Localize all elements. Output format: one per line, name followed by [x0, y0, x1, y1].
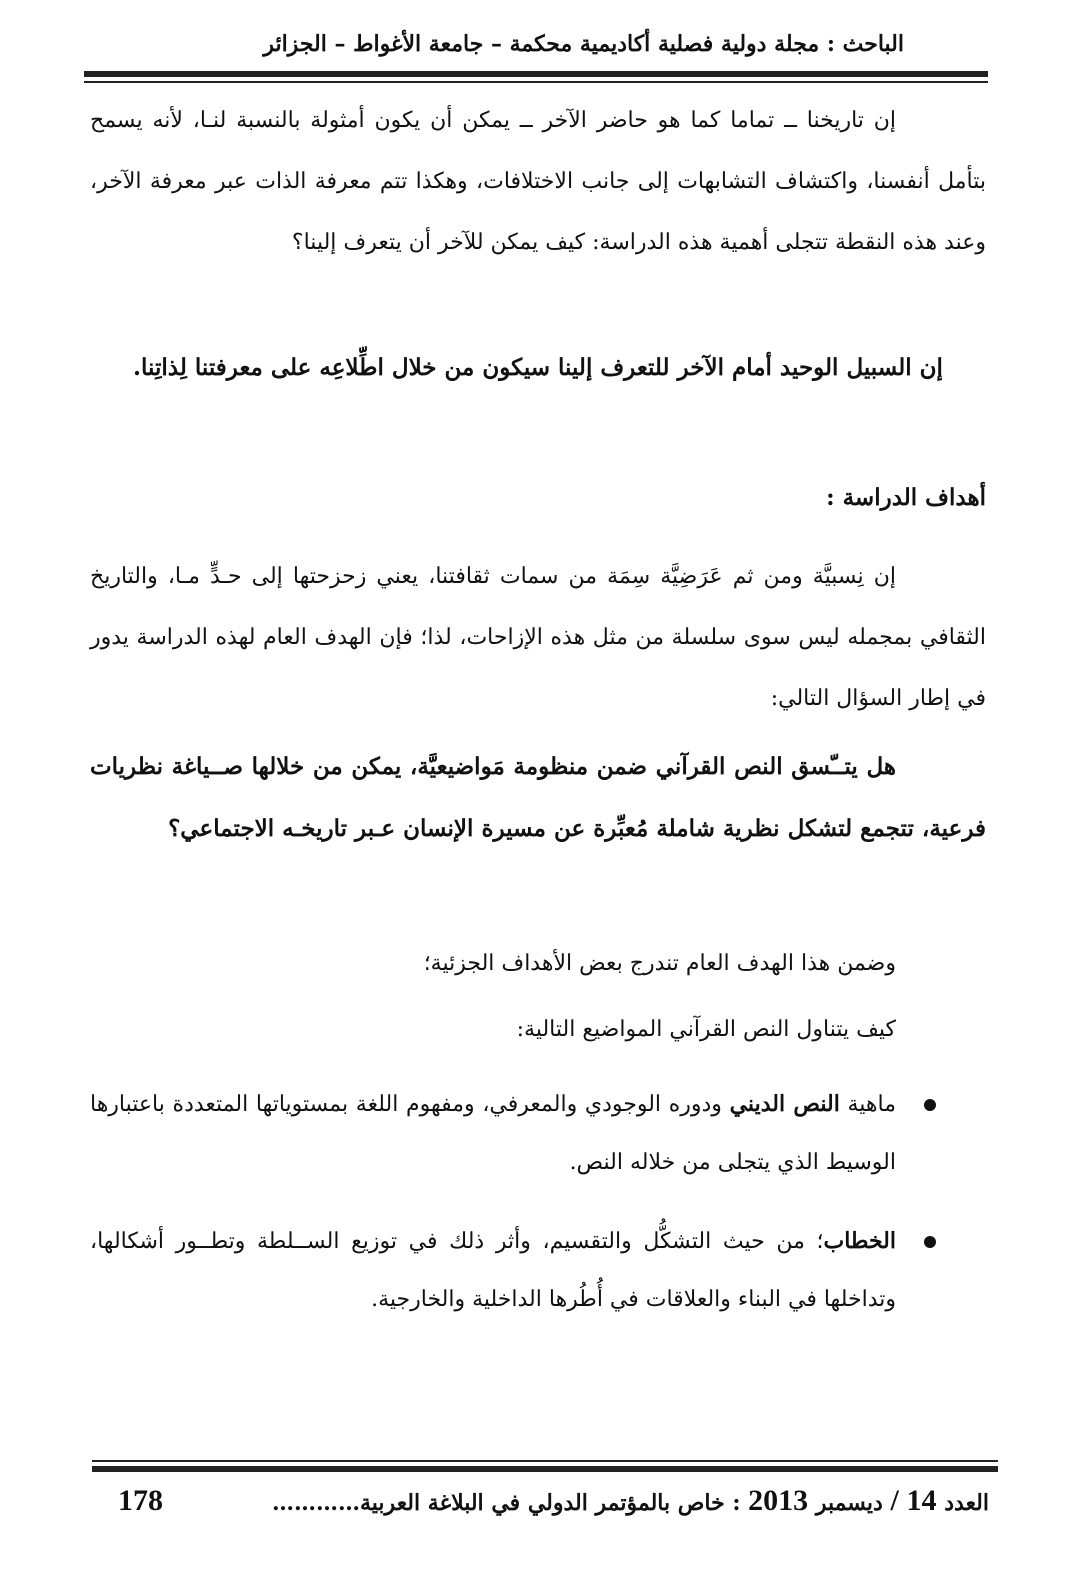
- section-heading-goals: أهداف الدراسة :: [826, 484, 986, 511]
- header-rule-thin: [84, 81, 988, 83]
- footer-month: ديسمبر: [815, 1490, 883, 1516]
- research-question: هل يتــّسق النص القرآني ضمن منظومة مَواضيعيَّة، يمكن من خلالها صــياغة نظريات فرعية، تتجمع لتشكل نظرية شاملة مُعبِّرة عن مسيرة الإنسان عـبر تاريخـه الاجتماعي؟: [90, 753, 986, 842]
- footer-description: : خاص بالمؤتمر الدولي في البلاغة العربية…………: [272, 1490, 741, 1516]
- bullet-text-pre: ماهية: [839, 1092, 897, 1117]
- page-number: 178: [118, 1484, 163, 1517]
- header-rule-thick: [84, 71, 988, 77]
- bullet-text-bold: النص الديني: [729, 1091, 840, 1117]
- bullet-icon: [924, 1236, 936, 1248]
- list-item: [90, 1075, 986, 1192]
- bullet-text-post: ؛ من حيث التشكُّل والتقسيم، وأثر ذلك في توزيع الســلطة وتطــور أشكالها، وتداخلها في البناء والعلاقات في أُطُرها الداخلية والخارجية.: [90, 1229, 896, 1312]
- bullet-icon: [924, 1099, 936, 1111]
- footer-issue-info: [115, 1476, 989, 1528]
- intro-paragraph: إن تاريخنا ــ تماما كما هو حاضر الآخر ــ يمكن أن يكون أمثولة بالنسبة لنـا، لأنه يسمح بتأمل أنفسنا، واكتشاف التشابهات إلى جانب الاختلافات، وهكذا تتم معرفة الذات عبر معرفة الآخر، وعند هذه النقطة تتجلى أهمية هذه الدراسة: كيف يمكن للآخر أن يتعرف إلينا؟: [90, 108, 986, 255]
- list-item: [90, 1212, 986, 1329]
- sub-goals-intro: وضمن هذا الهدف العام تندرج بعض الأهداف الجزئية؛: [423, 951, 896, 976]
- topics-list: [90, 1075, 986, 1329]
- bullet-text-post: ودوره الوجودي والمعرفي، ومفهوم اللغة بمستوياتها المتعددة باعتبارها الوسيط الذي يتجلى من خلاله النص.: [90, 1092, 896, 1175]
- footer-year: 2013: [748, 1484, 809, 1517]
- footer-issue-number: 14: [906, 1484, 937, 1517]
- footer-issue-label: العدد: [944, 1490, 989, 1516]
- goals-paragraph: إن نِسبيَّة ومن ثم عَرَضِيَّة سِمَة من سمات ثقافتنا، يعني زحزحتها إلى حـدٍّ مـا، والتاريخ الثقافي بمجمله ليس سوى سلسلة من مثل هذه الإزاحات، لذا؛ فإن الهدف العام لهذه الدراسة يدور في إطار السؤال التالي:: [90, 564, 986, 711]
- journal-header: الباحث : مجلة دولية فصلية أكاديمية محكمة – جامعة الأغواط – الجزائر: [263, 31, 904, 57]
- key-statement: إن السبيل الوحيد أمام الآخر للتعرف إلينا سيكون من خلال اطِّلاعِه على معرفتنا لِذاتِنا.: [133, 354, 943, 381]
- footer-rule-thick: [92, 1466, 998, 1472]
- footer-rule-thin: [92, 1460, 998, 1462]
- topics-intro: كيف يتناول النص القرآني المواضيع التالية:: [516, 1017, 896, 1042]
- bullet-text-bold: الخطاب: [823, 1228, 896, 1254]
- footer-separator: /: [890, 1484, 899, 1517]
